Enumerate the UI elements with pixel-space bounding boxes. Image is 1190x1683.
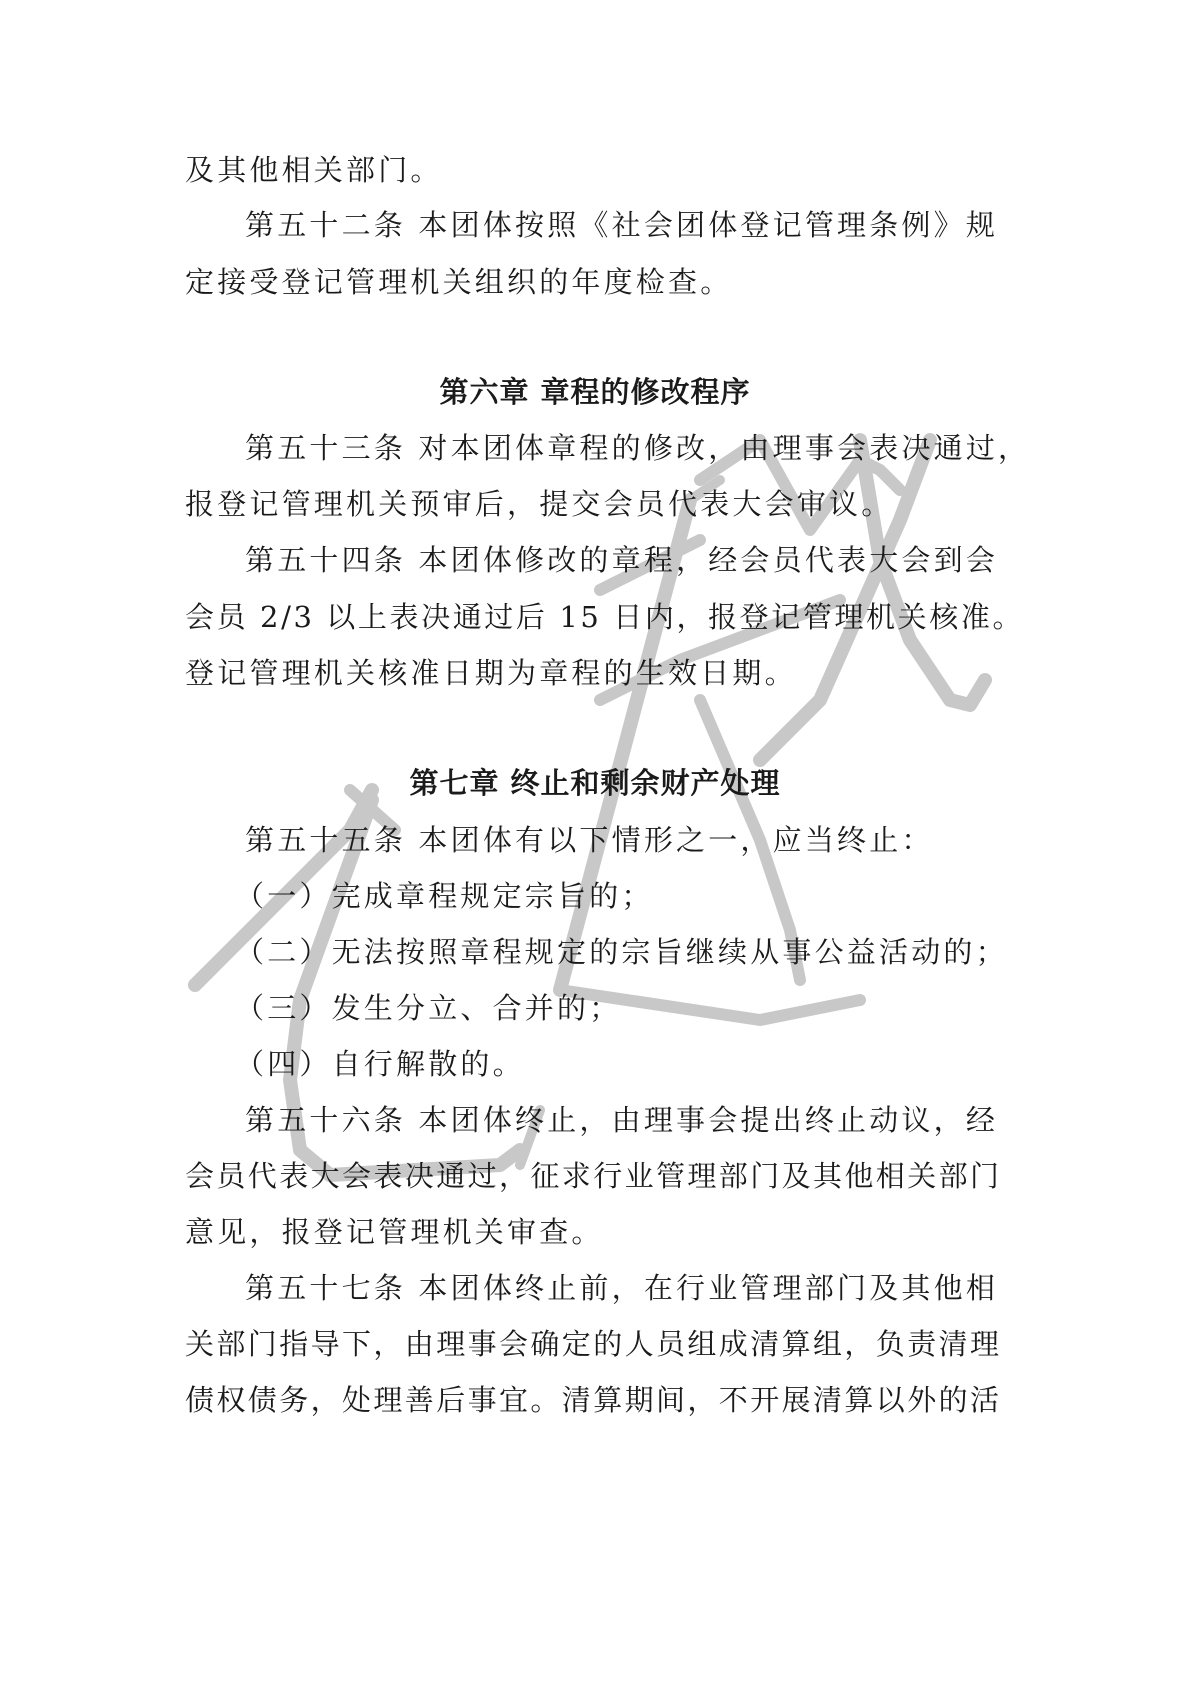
text-line: 及其他相关部门。 (185, 153, 443, 187)
text-line: 会员 2/3 以上表决通过后 15 日内，报登记管理机关核准。 (185, 600, 1025, 634)
text-line: 会员代表大会表决通过，征求行业管理部门及其他相关部门 (185, 1159, 1002, 1193)
text-line: 关部门指导下，由理事会确定的人员组成清算组，负责清理 (185, 1327, 1002, 1361)
text-line: 登记管理机关核准日期为章程的生效日期。 (185, 656, 797, 690)
text-line: 第五十四条 本团体修改的章程，经会员代表大会到会 (245, 543, 999, 577)
text-line: 第五十二条 本团体按照《社会团体登记管理条例》规 (245, 208, 999, 242)
chapter-heading: 第六章 章程的修改程序 (439, 375, 751, 409)
text-line: 第五十五条 本团体有以下情形之一，应当终止： (245, 823, 934, 857)
list-item: （四）自行解散的。 (235, 1047, 525, 1081)
text-line: 第五十三条 对本团体章程的修改，由理事会表决通过， (245, 431, 1031, 465)
text-line: 定接受登记管理机关组织的年度检查。 (185, 265, 733, 299)
text-line: 债权债务，处理善后事宜。清算期间，不开展清算以外的活 (185, 1383, 1002, 1417)
list-item: （二）无法按照章程规定的宗旨继续从事公益活动的； (235, 935, 1008, 969)
text-line: 第五十七条 本团体终止前，在行业管理部门及其他相 (245, 1271, 999, 1305)
list-item: （三）发生分立、合并的； (235, 991, 622, 1025)
chapter-heading: 第七章 终止和剩余财产处理 (409, 766, 781, 800)
text-line: 意见，报登记管理机关审查。 (185, 1215, 604, 1249)
text-line: 报登记管理机关预审后，提交会员代表大会审议。 (185, 487, 894, 521)
text-line: 第五十六条 本团体终止，由理事会提出终止动议，经 (245, 1103, 999, 1137)
list-item: （一）完成章程规定宗旨的； (235, 879, 654, 913)
